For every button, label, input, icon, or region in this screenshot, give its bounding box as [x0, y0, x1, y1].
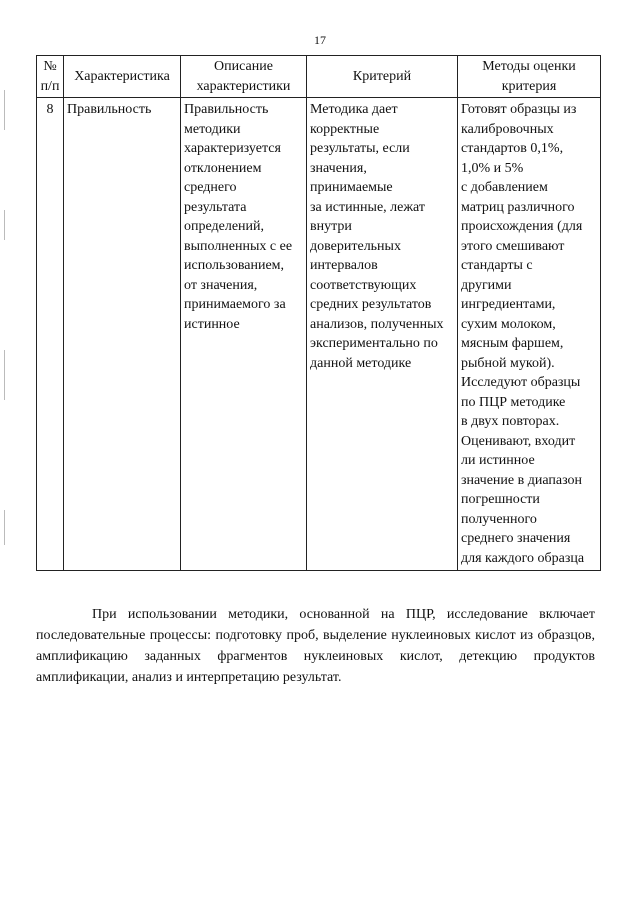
header-number: № п/п	[37, 56, 64, 98]
cell-line: другими	[461, 277, 512, 293]
cell-line: доверительных	[310, 238, 401, 254]
cell-line: Правильность	[67, 102, 152, 117]
cell-number: 8	[37, 98, 64, 571]
cell-line: среднего значения	[461, 531, 571, 546]
cell-description	[181, 98, 307, 571]
methods-table	[36, 55, 601, 571]
cell-line: корректные	[310, 121, 380, 137]
cell-line: рыбной мукой).	[461, 355, 555, 371]
cell-line: определений,	[184, 219, 265, 234]
scan-edge-marks	[4, 90, 6, 650]
cell-line: характеризуется	[184, 141, 281, 156]
cell-line: принимаемые	[310, 180, 393, 195]
cell-line: за истинные, лежат	[310, 199, 426, 215]
cell-line: полученного	[461, 511, 537, 527]
cell-line: внутри	[310, 219, 352, 234]
cell-line: с добавлением	[461, 180, 548, 195]
header-description: Описание характеристики	[181, 56, 307, 98]
cell-line: соответствующих	[310, 277, 417, 293]
body-paragraph	[36, 604, 595, 688]
cell-line: экспериментально по	[310, 336, 438, 351]
cell-line: значение в диапазон	[461, 472, 583, 488]
cell-line: Методика дает	[310, 102, 398, 117]
paragraph-text: При использовании методики, основанной на ПЦР, исследование включает последовательные процессы: подготовку проб, выделение нуклеиновых кислот из образцов, амплификацию заданных фрагментов нуклеиновых кислот, детекцию продуктов амплификации, анализ и интерпретацию результат.	[36, 607, 595, 685]
cell-line: матриц различного	[461, 199, 575, 215]
cell-methods	[458, 98, 601, 571]
cell-line: ингредиентами,	[461, 297, 556, 312]
cell-line: по ПЦР методике	[461, 394, 566, 410]
cell-line: результаты, если	[310, 141, 410, 156]
cell-line: отклонением	[184, 160, 262, 176]
cell-line: 1,0% и 5%	[461, 160, 524, 176]
cell-line: от значения,	[184, 277, 258, 293]
cell-line: Готовят образцы из	[461, 102, 577, 117]
cell-line: Оценивают, входит	[461, 433, 576, 449]
header-criterion: Критерий	[307, 56, 458, 98]
cell-line: выполненных с ее	[184, 238, 293, 254]
header-characteristic: Характеристика	[64, 56, 181, 98]
cell-line: принимаемого за	[184, 297, 286, 312]
cell-line: методики	[184, 121, 241, 137]
table-row	[37, 98, 601, 571]
cell-line: мясным фаршем,	[461, 336, 564, 351]
cell-characteristic	[64, 98, 181, 571]
cell-line: сухим молоком,	[461, 316, 556, 332]
table-header-row	[37, 56, 601, 98]
cell-line: происхождения (для	[461, 219, 583, 234]
cell-line: Исследуют образцы	[461, 375, 581, 390]
cell-line: данной методике	[310, 355, 412, 371]
cell-line: значения,	[310, 160, 367, 176]
cell-line: среднего	[184, 180, 237, 195]
page-number: 17	[314, 33, 326, 47]
cell-line: средних результатов	[310, 297, 432, 312]
cell-line: Правильность	[184, 102, 269, 117]
cell-line: ли истинное	[461, 453, 535, 468]
cell-line: в двух повторах.	[461, 414, 560, 429]
cell-line: интервалов	[310, 258, 378, 273]
cell-line: этого смешивают	[461, 238, 565, 254]
cell-criterion	[307, 98, 458, 571]
cell-line: стандарты с	[461, 258, 533, 273]
cell-line: погрешности	[461, 492, 540, 507]
cell-line: для каждого образца	[461, 550, 585, 566]
cell-line: стандартов 0,1%,	[461, 141, 564, 156]
cell-line: использованием,	[184, 258, 285, 273]
cell-line: калибровочных	[461, 121, 554, 137]
cell-line: истинное	[184, 316, 240, 332]
header-methods: Методы оценки критерия	[458, 56, 601, 98]
cell-line: анализов, полученных	[310, 316, 444, 332]
cell-line: результата	[184, 199, 247, 215]
